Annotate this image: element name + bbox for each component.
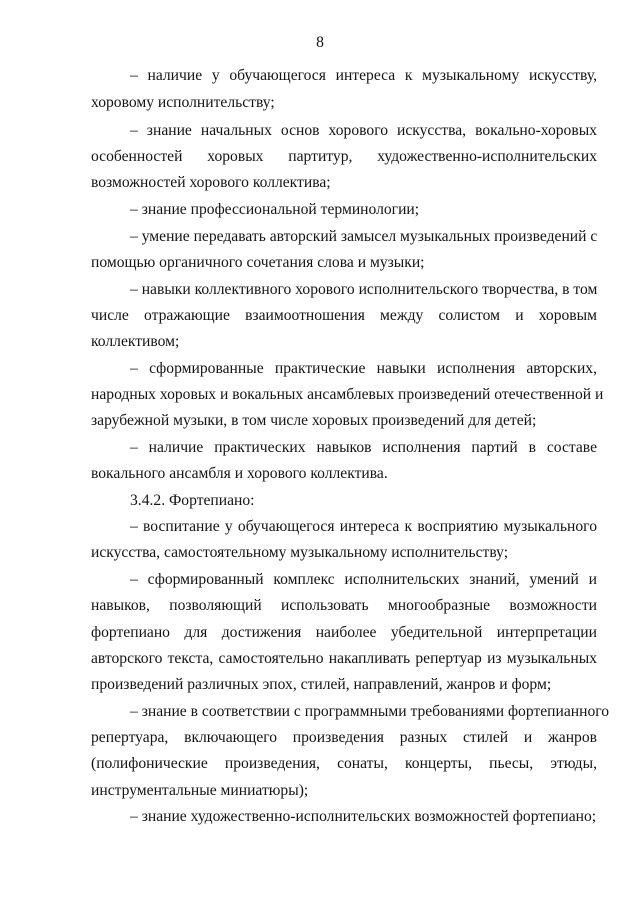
page-number: 8	[316, 34, 324, 51]
text-line: – наличие у обучающегося интереса к музыкальному искусству,	[130, 67, 597, 84]
text-line: произведений различных эпох, стилей, направлений, жанров и форм;	[91, 676, 552, 693]
text-line: хоровому исполнительству;	[91, 94, 275, 111]
text-line: – знание в соответствии с программными требованиями фортепианного	[130, 703, 610, 720]
text-line: особенностей хоровых партитур, художественно-исполнительских	[91, 148, 597, 165]
text-line: – наличие практических навыков исполнения партий в составе	[130, 439, 597, 456]
text-line: фортепиано для достижения наиболее убедительной интерпретации	[91, 624, 597, 641]
text-line: возможностей хорового коллектива;	[91, 174, 331, 191]
text-line: – знание художественно-исполнительских возможностей фортепиано;	[130, 808, 597, 825]
text-line: – навыки коллективного хорового исполнительского творчества, в том	[130, 281, 598, 298]
text-line: коллективом;	[91, 333, 180, 350]
text-line: народных хоровых и вокальных ансамблевых произведений отечественной и	[91, 386, 604, 403]
text-line: искусства, самостоятельному музыкальному исполнительству;	[91, 544, 509, 561]
text-line: инструментальные миниатюры);	[91, 782, 309, 799]
section-heading: 3.4.2. Фортепиано:	[130, 492, 255, 509]
text-line: авторского текста, самостоятельно накапливать репертуар из музыкальных	[91, 650, 597, 667]
text-line: навыков, позволяющий использовать многообразные возможности	[91, 597, 597, 614]
text-line: – умение передавать авторский замысел музыкальных произведений с	[130, 228, 598, 245]
text-line: числе отражающие взаимоотношения между солистом и хоровым	[91, 307, 597, 324]
text-line: помощью органичного сочетания слова и музыки;	[91, 254, 425, 271]
text-line: вокального ансамбля и хорового коллектива.	[91, 465, 388, 482]
text-line: зарубежной музыки, в том числе хоровых произведений для детей;	[91, 412, 537, 429]
text-line: (полифонические произведения, сонаты, концерты, пьесы, этюды,	[91, 755, 597, 772]
text-line: репертуара, включающего произведения разных стилей и жанров	[91, 729, 597, 746]
text-line: – сформированные практические навыки исполнения авторских,	[130, 360, 597, 377]
text-line: – сформированный комплекс исполнительских знаний, умений и	[130, 571, 597, 588]
text-line: – знание профессиональной терминологии;	[130, 201, 420, 218]
text-line: – знание начальных основ хорового искусства, вокально-хоровых	[130, 122, 597, 139]
text-line: – воспитание у обучающегося интереса к восприятию музыкального	[130, 518, 597, 535]
